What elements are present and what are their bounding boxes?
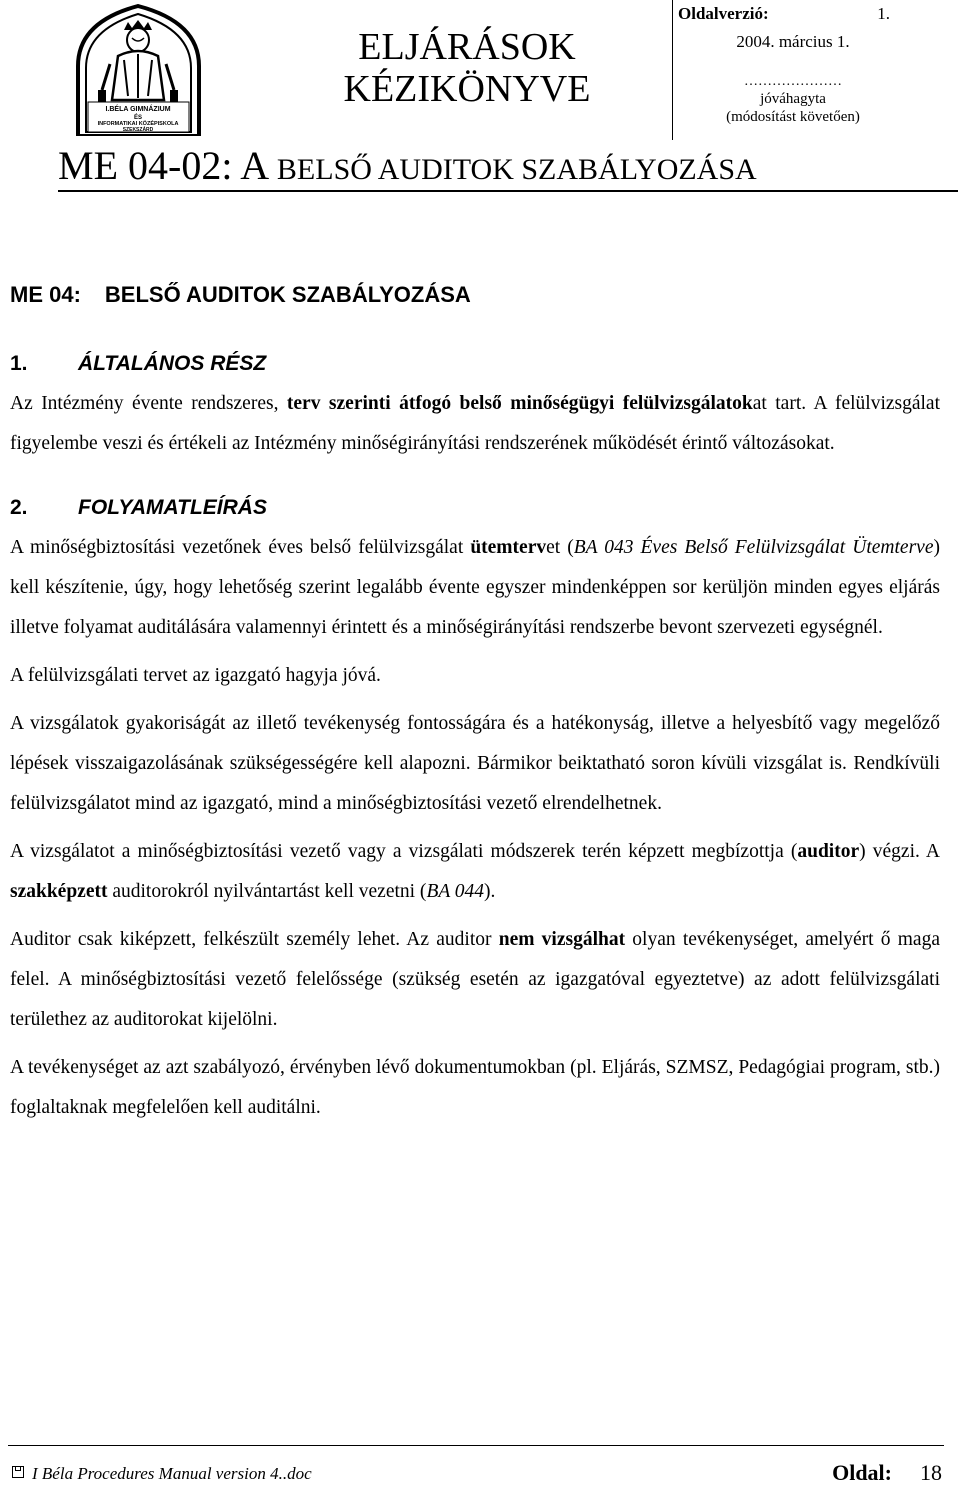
- section-2-paragraph-2: A felülvizsgálati tervet az igazgató hagyja jóvá.: [10, 665, 381, 686]
- section-2-paragraph-1: [10, 528, 940, 648]
- version-value: 1.: [877, 4, 890, 23]
- emphasis-run: ütemterv: [470, 537, 547, 558]
- section-2-paragraph-6: A tevékenységet az azt szabályozó, érvényben lévő dokumentumokban (pl. Eljárás, SZMSZ, Pedagógiai program, stb.) foglaltaknak megfelelően kell auditálni.: [10, 1057, 940, 1118]
- version-date: 2004. március 1.: [736, 32, 850, 51]
- main-heading-code: ME 04:: [10, 282, 81, 307]
- document-body: [10, 282, 940, 1128]
- section-1-title: ÁLTALÁNOS RÉSZ: [78, 352, 267, 375]
- section-2-number: 2.: [10, 496, 28, 519]
- text-run: et (: [546, 537, 574, 558]
- version-label: Oldalverzió:: [678, 4, 769, 23]
- svg-text:ÉS: ÉS: [133, 115, 143, 121]
- main-heading-title: BELSŐ AUDITOK SZABÁLYOZÁSA: [104, 282, 471, 307]
- text-run: Auditor csak kiképzett, felkészült személy lehet. Az auditor: [10, 929, 499, 950]
- section-2-paragraph-3: A vizsgálatok gyakoriságát az illető tevékenység fontosságára és a hatékonyság, illetve a helyesbítő vagy megelőző lépések visszaigazolásának szükségességére kell alapozni. Bármikor beiktatható soron kívüli vizsgálat is. Rendkívüli felülvizsgálatot mind az igazgató, mind a minőségbiztosítási vezető elrendelhetnek.: [10, 713, 940, 814]
- emphasis-run: nem vizsgálhat: [498, 929, 626, 950]
- section-2-title: FOLYAMATLEÍRÁS: [78, 496, 267, 519]
- emphasis-run: auditor: [797, 841, 860, 862]
- text-run: A minőségbiztosítási vezetőnek éves belső felülvizsgálat: [10, 537, 471, 558]
- text-run: ) végzi. A: [859, 841, 940, 862]
- section-1-number: 1.: [10, 352, 28, 375]
- reference-run: BA 044: [426, 881, 485, 902]
- approved-label: jóváhagyta: [760, 91, 826, 107]
- document-header: [58, 0, 958, 196]
- approval-signature-line: …………………: [744, 74, 842, 89]
- version-block: [678, 4, 958, 126]
- text-run: ).: [484, 881, 496, 902]
- section-1-heading: [10, 352, 940, 376]
- document-code-title: [58, 142, 958, 189]
- header-rule: [58, 190, 958, 192]
- emphasis-run: terv szerinti átfogó belső minőségügyi felülvizsgálatok: [286, 393, 753, 414]
- section-2-paragraph-4: [10, 832, 940, 912]
- svg-text:SZEKSZÁRD: SZEKSZÁRD: [122, 127, 154, 133]
- text-run: olyan tevékenységet, amelyért ő maga felel. A minőségbiztosítási vezető felelőssége (szükség esetén az igazgatóval egyeztetve) az adott felülvizsgálati területhez az auditorokat kijelölni.: [10, 929, 940, 1030]
- manual-title-line2: KÉZIKÖNYVE: [343, 68, 591, 110]
- document-code: ME 04-02: A: [58, 143, 267, 188]
- text-run: auditorokról nyilvántartást kell vezetni (: [107, 881, 427, 902]
- manual-title-line1: ELJÁRÁSOK: [358, 26, 576, 68]
- document-footer: [10, 1462, 942, 1492]
- section-1-paragraph: [10, 384, 940, 464]
- svg-text:I.BÉLA GIMNÁZIUM: I.BÉLA GIMNÁZIUM: [105, 106, 171, 113]
- svg-text:INFORMATIKAI KÖZÉPISKOLA: INFORMATIKAI KÖZÉPISKOLA: [97, 121, 179, 127]
- manual-title: [292, 26, 642, 110]
- footer-rule: [8, 1445, 944, 1446]
- text-run: ) kell készítenie, úgy, hogy lehetőség szerint legalább évente egyszer mindenképpen sor kerüljön minden egyes eljárás illetve folyamat auditálására valamennyi érintett és a minőségirányítási rendszerbe bevont szervezeti egységnél.: [10, 537, 940, 638]
- text-run: A vizsgálatot a minőségbiztosítási vezető vagy a vizsgálati módszerek terén képzett megbízottja (: [10, 841, 798, 862]
- main-heading: [10, 282, 940, 308]
- page-number: 18: [920, 1460, 942, 1485]
- footer-filename: I Béla Procedures Manual version 4..doc: [32, 1464, 312, 1483]
- reference-run: BA 043 Éves Belső Felülvizsgálat Ütemterve: [573, 537, 934, 558]
- disk-icon: [12, 1466, 24, 1478]
- document-title-rest: BELSŐ AUDITOK SZABÁLYOZÁSA: [276, 153, 757, 186]
- header-divider: [672, 0, 673, 140]
- section-2-heading: [10, 496, 940, 520]
- section-2-paragraph-5: [10, 920, 940, 1040]
- text-run: at tart. A felülvizsgálat figyelembe veszi és értékeli az Intézmény minőségirányítási rendszerének működését érintő változásokat.: [10, 393, 941, 454]
- approved-note: (módosítást követően): [726, 109, 860, 125]
- text-run: Az Intézmény évente rendszeres,: [10, 393, 287, 414]
- page-label: Oldal:: [832, 1460, 892, 1485]
- emphasis-run: szakképzett: [10, 881, 108, 902]
- school-logo: [66, 4, 211, 136]
